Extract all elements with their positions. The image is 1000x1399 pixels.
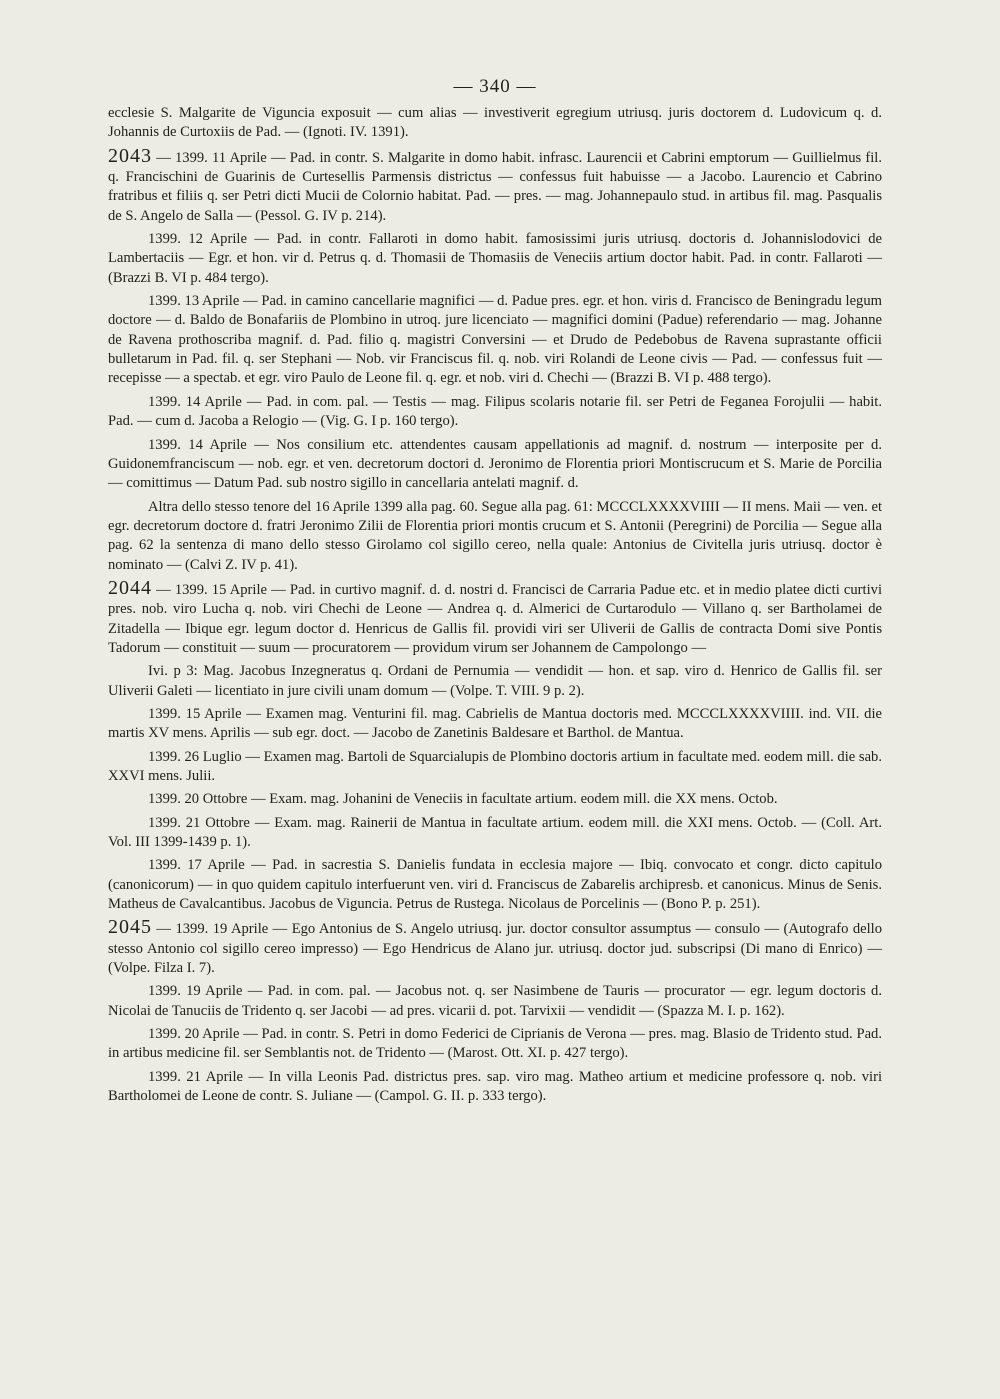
paragraph-5: [108, 393, 882, 432]
page-number: — 340 —: [453, 76, 537, 97]
paragraph-text: — 1399. 11 Aprile — Pad. in contr. S. Malgarite in domo habit. infrasc. Laurencii et Cabrini emptorum — Guillielmus fil. q. Francischini de Guarinis de Curtesellis Parmensis districtus — confessus fuit habuisse — a Jacobo. Laurencio et Cabrino fratribus et filiis q. ser Petri dicti Mucii de Colornio habitat. Pad. — pres. — mag. Johannepaulo stud. in artibus fil. mag. Pasqualis de S. Angelo de Salla — (Pessol. G. IV p. 214).: [108, 149, 882, 224]
paragraph-6: [108, 436, 882, 494]
paragraph-text: — 1399. 15 Aprile — Pad. in curtivo magnif. d. d. nostri d. Francisci de Carraria Padue etc. et in medio platee dicti curtivi pres. nob. viro Lucha q. nob. viri Chechi de Leone — Andrea q. d. Almerici de Curtarodulo — Villano q. ser Bartholamei de Zitadella — Ibique egr. legum doctor d. Henricus de Gallis fil. providi viri ser Uliverii de Gallis de contracta Domi sive Pontis Tadorum — constituit — suum — procuratorem — providum virum ser Johannem de Campolongo —: [108, 581, 882, 656]
paragraph-4: [108, 292, 882, 389]
paragraph-12: [108, 790, 882, 809]
paragraph-text: 1399. 14 Aprile — Nos consilium etc. attendentes causam appellationis ad magnif. d. nostrum — interposite per d. Guidonemfranciscum — nob. egr. et ven. decretorum doctori d. Jeronimo de Florentia priori Montiscrucum et S. Marie de Porcilia — comittimus — Datum Pad. sub nostro sigillo in cancellaria antelati magnif. d.: [108, 436, 882, 492]
paragraph-3: [108, 230, 882, 288]
entry-2044: [108, 576, 882, 658]
paragraph-18: [108, 1068, 882, 1107]
paragraph-text: Altra dello stesso tenore del 16 Aprile 1399 alla pag. 60. Segue alla pag. 61: MCCCLXXXXVIIII — II mens. Maii — ven. et egr. decretorum doctore d. fratri Jeronimo Zilii de Florentia priori montis crucum et S. Antonii (Peregrini) de Porcilia — Segue alla pag. 62 la sentenza di mano dello stesso Girolamo col sigillo cereo, nella quale: Antonius de Civitella juris utriusq. doctor è nominato — (Calvi Z. IV p. 41).: [108, 498, 882, 573]
paragraph-text: 1399. 19 Aprile — Pad. in com. pal. — Jacobus not. q. ser Nasimbene de Tauris — procurator — egr. legum doctoris d. Nicolai de Tanuciis de Tridento q. ser Jacobi — ad pres. vicarii d. pot. Tarvixii — vendidit — (Spazza M. I. p. 162).: [108, 983, 882, 1019]
paragraph-14: [108, 856, 882, 914]
paragraph-text: 1399. 12 Aprile — Pad. in contr. Fallaroti in domo habit. famosissimi juris utriusq. doctoris d. Johannislodovici de Lambertaciis — Egr. et hon. vir d. Petrus q. d. Thomasii de Thomasiis de Veneciis artium doctor habit. Pad. in contr. Fallaroti — (Brazzi B. VI p. 484 tergo).: [108, 231, 882, 286]
paragraph-10: [108, 705, 882, 744]
paragraph-7: [108, 498, 882, 575]
paragraph-text: 1399. 14 Aprile — Pad. in com. pal. — Testis — mag. Filipus scolaris notarie fil. ser Petri de Feganea Forojulii — habit. Pad. — cum d. Jacoba a Relogio — (Vig. G. I p. 160 tergo).: [108, 393, 882, 430]
paragraph-1: [108, 104, 882, 143]
paragraph-text: — 1399. 19 Aprile — Ego Antonius de S. Angelo utriusq. jur. doctor consultor assumptus — consulo — (Autografo dello stesso Antonio col sigillo cereo impresso) — Ego Hendricus de Alano jur. utriusq. doctor jud. subscripsi (Di mano di Enrico) — (Volpe. Filza I. 7).: [108, 921, 882, 977]
paragraph-text: 1399. 20 Aprile — Pad. in contr. S. Petri in domo Federici de Ciprianis de Verona — pres. mag. Blasio de Tridento stud. Pad. in artibus medicine fil. ser Semblantis not. de Tridento — (Marost. Ott. XI. p. 427 tergo).: [108, 1026, 882, 1062]
paragraph-text: 1399. 13 Aprile — Pad. in camino cancellarie magnifici — d. Padue pres. egr. et hon. viris d. Francisco de Beningradu legum doctore — d. Baldo de Bonafariis de Plombino in utroq. jure licenciato — magnifici domini (Padue) referendario — mag. Johanne de Ravena prothoscriba magnif. d. Pad. filio q. magistri Conversini — et Drudo de Pedebobus de Ravena suprastante officii bulletarum in Pad. fil. q. ser Stephani — Nob. vir Franciscus fil. q. nob. viri Rolandi de Leone civis — Pad. — confessus fuit — recepisse — a spectab. et egr. viro Paulo de Leone fil. q. egr. et nob. viri d. Chechi — (Brazzi B. VI p. 488 tergo).: [108, 293, 882, 387]
entry-2045: [108, 918, 882, 978]
paragraph-text: ecclesie S. Malgarite de Viguncia exposuit — cum alias — investiverit egregium utriusq. juris doctorem d. Ludovicum q. d. Johannis de Curtoxiis de Pad. — (Ignoti. IV. 1391).: [108, 105, 882, 141]
paragraph-11: [108, 748, 882, 787]
entry-number: 2045: [108, 916, 152, 939]
paragraph-16: [108, 982, 882, 1021]
paragraph-9: [108, 662, 882, 701]
paragraph-text: 1399. 21 Aprile — In villa Leonis Pad. districtus pres. sap. viro mag. Matheo artium et medicine professore q. nob. viri Bartholomei de Leone de contr. S. Juliane — (Campol. G. II. p. 333 tergo).: [108, 1068, 882, 1105]
paragraph-17: [108, 1025, 882, 1064]
paragraph-text: 1399. 20 Ottobre — Exam. mag. Johanini de Veneciis in facultate artium. eodem mill. die XX mens. Octob.: [148, 791, 778, 808]
paragraph-13: [108, 814, 882, 853]
paragraph-text: 1399. 21 Ottobre — Exam. mag. Rainerii de Mantua in facultate artium. eodem mill. die XXI mens. Octob. — (Coll. Art. Vol. III 1399-1439 p. 1).: [108, 814, 882, 851]
paragraph-text: Ivi. p 3: Mag. Jacobus Inzegneratus q. Ordani de Pernumia — vendidit — hon. et sap. viro d. Henrico de Gallis fil. ser Uliverii Galeti — licentiato in jure civili unam domum — (Volpe. T. VIII. 9 p. 2).: [108, 663, 882, 699]
entry-number: 2044: [108, 576, 152, 599]
paragraph-text: 1399. 15 Aprile — Examen mag. Venturini fil. mag. Cabrielis de Mantua doctoris med. MCCCLXXXXVIIII. ind. VII. die martis XV mens. Aprilis — sub egr. doct. — Jacobo de Zanetinis Baldesare et Barthol. de Mantua.: [108, 705, 882, 742]
paragraph-text: 1399. 17 Aprile — Pad. in sacrestia S. Danielis fundata in ecclesia majore — Ibiq. convocato et congr. dicto capitulo (canonicorum) — in quo quidem capitulo interfuerunt ven. viri d. Franciscus de Zabarelis archipresb. et canonicus. Minus de Senis. Matheus de Cavalcantibus. Jacobus de Viguncia. Petrus de Rustega. Nicolaus de Porcelinis — (Bono P. p. 251).: [108, 857, 882, 913]
entry-2043: [108, 144, 882, 226]
paragraph-text: 1399. 26 Luglio — Examen mag. Bartoli de Squarcialupis de Plombino doctoris artium in facultate med. eodem mill. die sab. XXVI mens. Julii.: [108, 748, 882, 784]
entry-number: 2043: [108, 144, 152, 167]
